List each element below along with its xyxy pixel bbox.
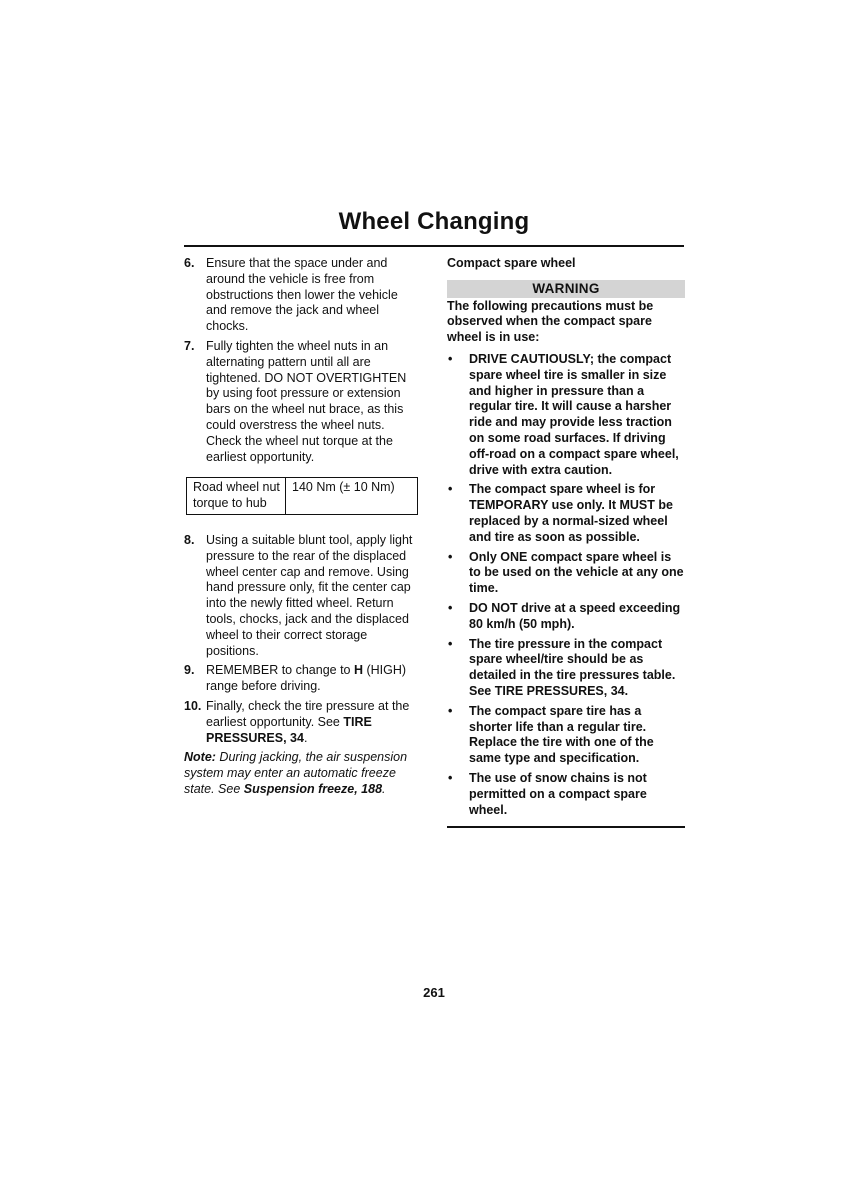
note-label: Note: xyxy=(184,750,216,765)
warning-item-text: Only ONE compact spare wheel is to be used on the vehicle at any one time. xyxy=(469,549,684,596)
step-text xyxy=(206,663,420,695)
warning-item-text: The use of snow chains is not permitted on a compact spare wheel. xyxy=(469,770,647,817)
note xyxy=(184,750,420,797)
title-rule xyxy=(184,245,684,247)
warning-item-text: DRIVE CAUTIOUSLY; the compact spare wheel tire is smaller in size and higher in pressure than a regular tire. It will cause a harsher ride and may provide less traction on some road surfaces. If driving off-road on a compact spare wheel, drive with extra caution. xyxy=(469,351,679,477)
warning-item xyxy=(447,704,685,767)
torque-label-cell: Road wheel nut torque to hub xyxy=(187,478,286,515)
step-7 xyxy=(184,339,420,465)
step-number: 9. xyxy=(184,663,195,678)
step-8 xyxy=(184,533,420,659)
bullet-icon: • xyxy=(448,549,453,564)
step-number: 7. xyxy=(184,338,195,353)
step-number: 6. xyxy=(184,256,195,270)
warning-item xyxy=(447,482,685,545)
note-text: During jacking, the air suspension system may enter an automatic freeze state. See xyxy=(184,750,408,796)
table-row xyxy=(187,478,418,515)
warning-item-text: The tire pressure in the compact spare wheel/tire should be as detailed in the tire pressures table. See TIRE PRESSURES, 34. xyxy=(469,636,676,698)
left-column xyxy=(184,256,420,798)
page-number: 261 xyxy=(423,985,445,1000)
note-suffix: . xyxy=(382,781,386,796)
bullet-icon: • xyxy=(448,636,453,651)
step-text-prefix: Finally, check the tire pressure at the earliest opportunity. See xyxy=(206,698,410,729)
warning-item xyxy=(447,771,685,818)
step-text: Ensure that the space under and around the vehicle is free from obstructions then lower the vehicle and remove the jack and wheel chocks. xyxy=(206,256,398,334)
warning-item-text: DO NOT drive at a speed exceeding 80 km/h (50 mph). xyxy=(469,600,681,631)
warning-item xyxy=(447,550,685,597)
step-text: Fully tighten the wheel nuts in an alternating pattern until all are tightened. DO NOT OVERTIGHTEN by using foot pressure or extension bars on the wheel nut brace, as this could overstress the wheel nuts. Check the wheel nut torque at the earliest opportunity. xyxy=(206,338,407,464)
warning-item-text: The compact spare wheel is for TEMPORARY use only. It MUST be replaced by a normal-sized wheel and tire as soon as possible. xyxy=(469,482,673,544)
warning-item-text: The compact spare tire has a shorter life than a regular tire. Replace the tire with one of the same type and specification. xyxy=(469,703,654,766)
torque-table xyxy=(186,477,418,515)
page-title: Wheel Changing xyxy=(338,208,530,235)
cross-reference: TIRE PRESSURES, 34 xyxy=(206,714,372,745)
bullet-icon: • xyxy=(448,600,453,615)
range-letter: H xyxy=(353,663,364,678)
warning-banner: WARNING xyxy=(447,280,685,298)
warning-intro: The following precautions must be observed when the compact spare wheel is in use: xyxy=(447,298,654,345)
section-heading: Compact spare wheel xyxy=(447,256,576,270)
step-number: 10. xyxy=(184,698,202,713)
step-text-suffix: (HIGH) range before driving. xyxy=(206,663,407,694)
warning-end-rule xyxy=(447,826,685,828)
step-9 xyxy=(184,663,420,695)
cross-reference: Suspension freeze, 188 xyxy=(243,781,383,796)
warning-item xyxy=(447,637,685,700)
step-10 xyxy=(184,699,420,746)
bullet-icon: • xyxy=(448,351,453,366)
step-number: 8. xyxy=(184,532,195,547)
step-text xyxy=(206,699,420,746)
bullet-icon: • xyxy=(448,482,453,497)
warning-item xyxy=(447,352,685,478)
torque-value-cell: 140 Nm (± 10 Nm) xyxy=(286,478,418,515)
step-text-prefix: REMEMBER to change to xyxy=(206,663,354,678)
step-text-suffix: . xyxy=(303,730,308,745)
step-6 xyxy=(184,256,420,335)
step-text: Using a suitable blunt tool, apply light pressure to the rear of the displaced wheel center cap and remove. Using hand pressure only, fit the center cap into the newly fitted wheel. Return tools, chocks, jack and the displaced wheel to their correct storage positions. xyxy=(206,532,413,658)
right-column xyxy=(447,256,685,828)
warning-item xyxy=(447,601,685,633)
bullet-icon: • xyxy=(448,770,453,785)
bullet-icon: • xyxy=(448,703,453,718)
